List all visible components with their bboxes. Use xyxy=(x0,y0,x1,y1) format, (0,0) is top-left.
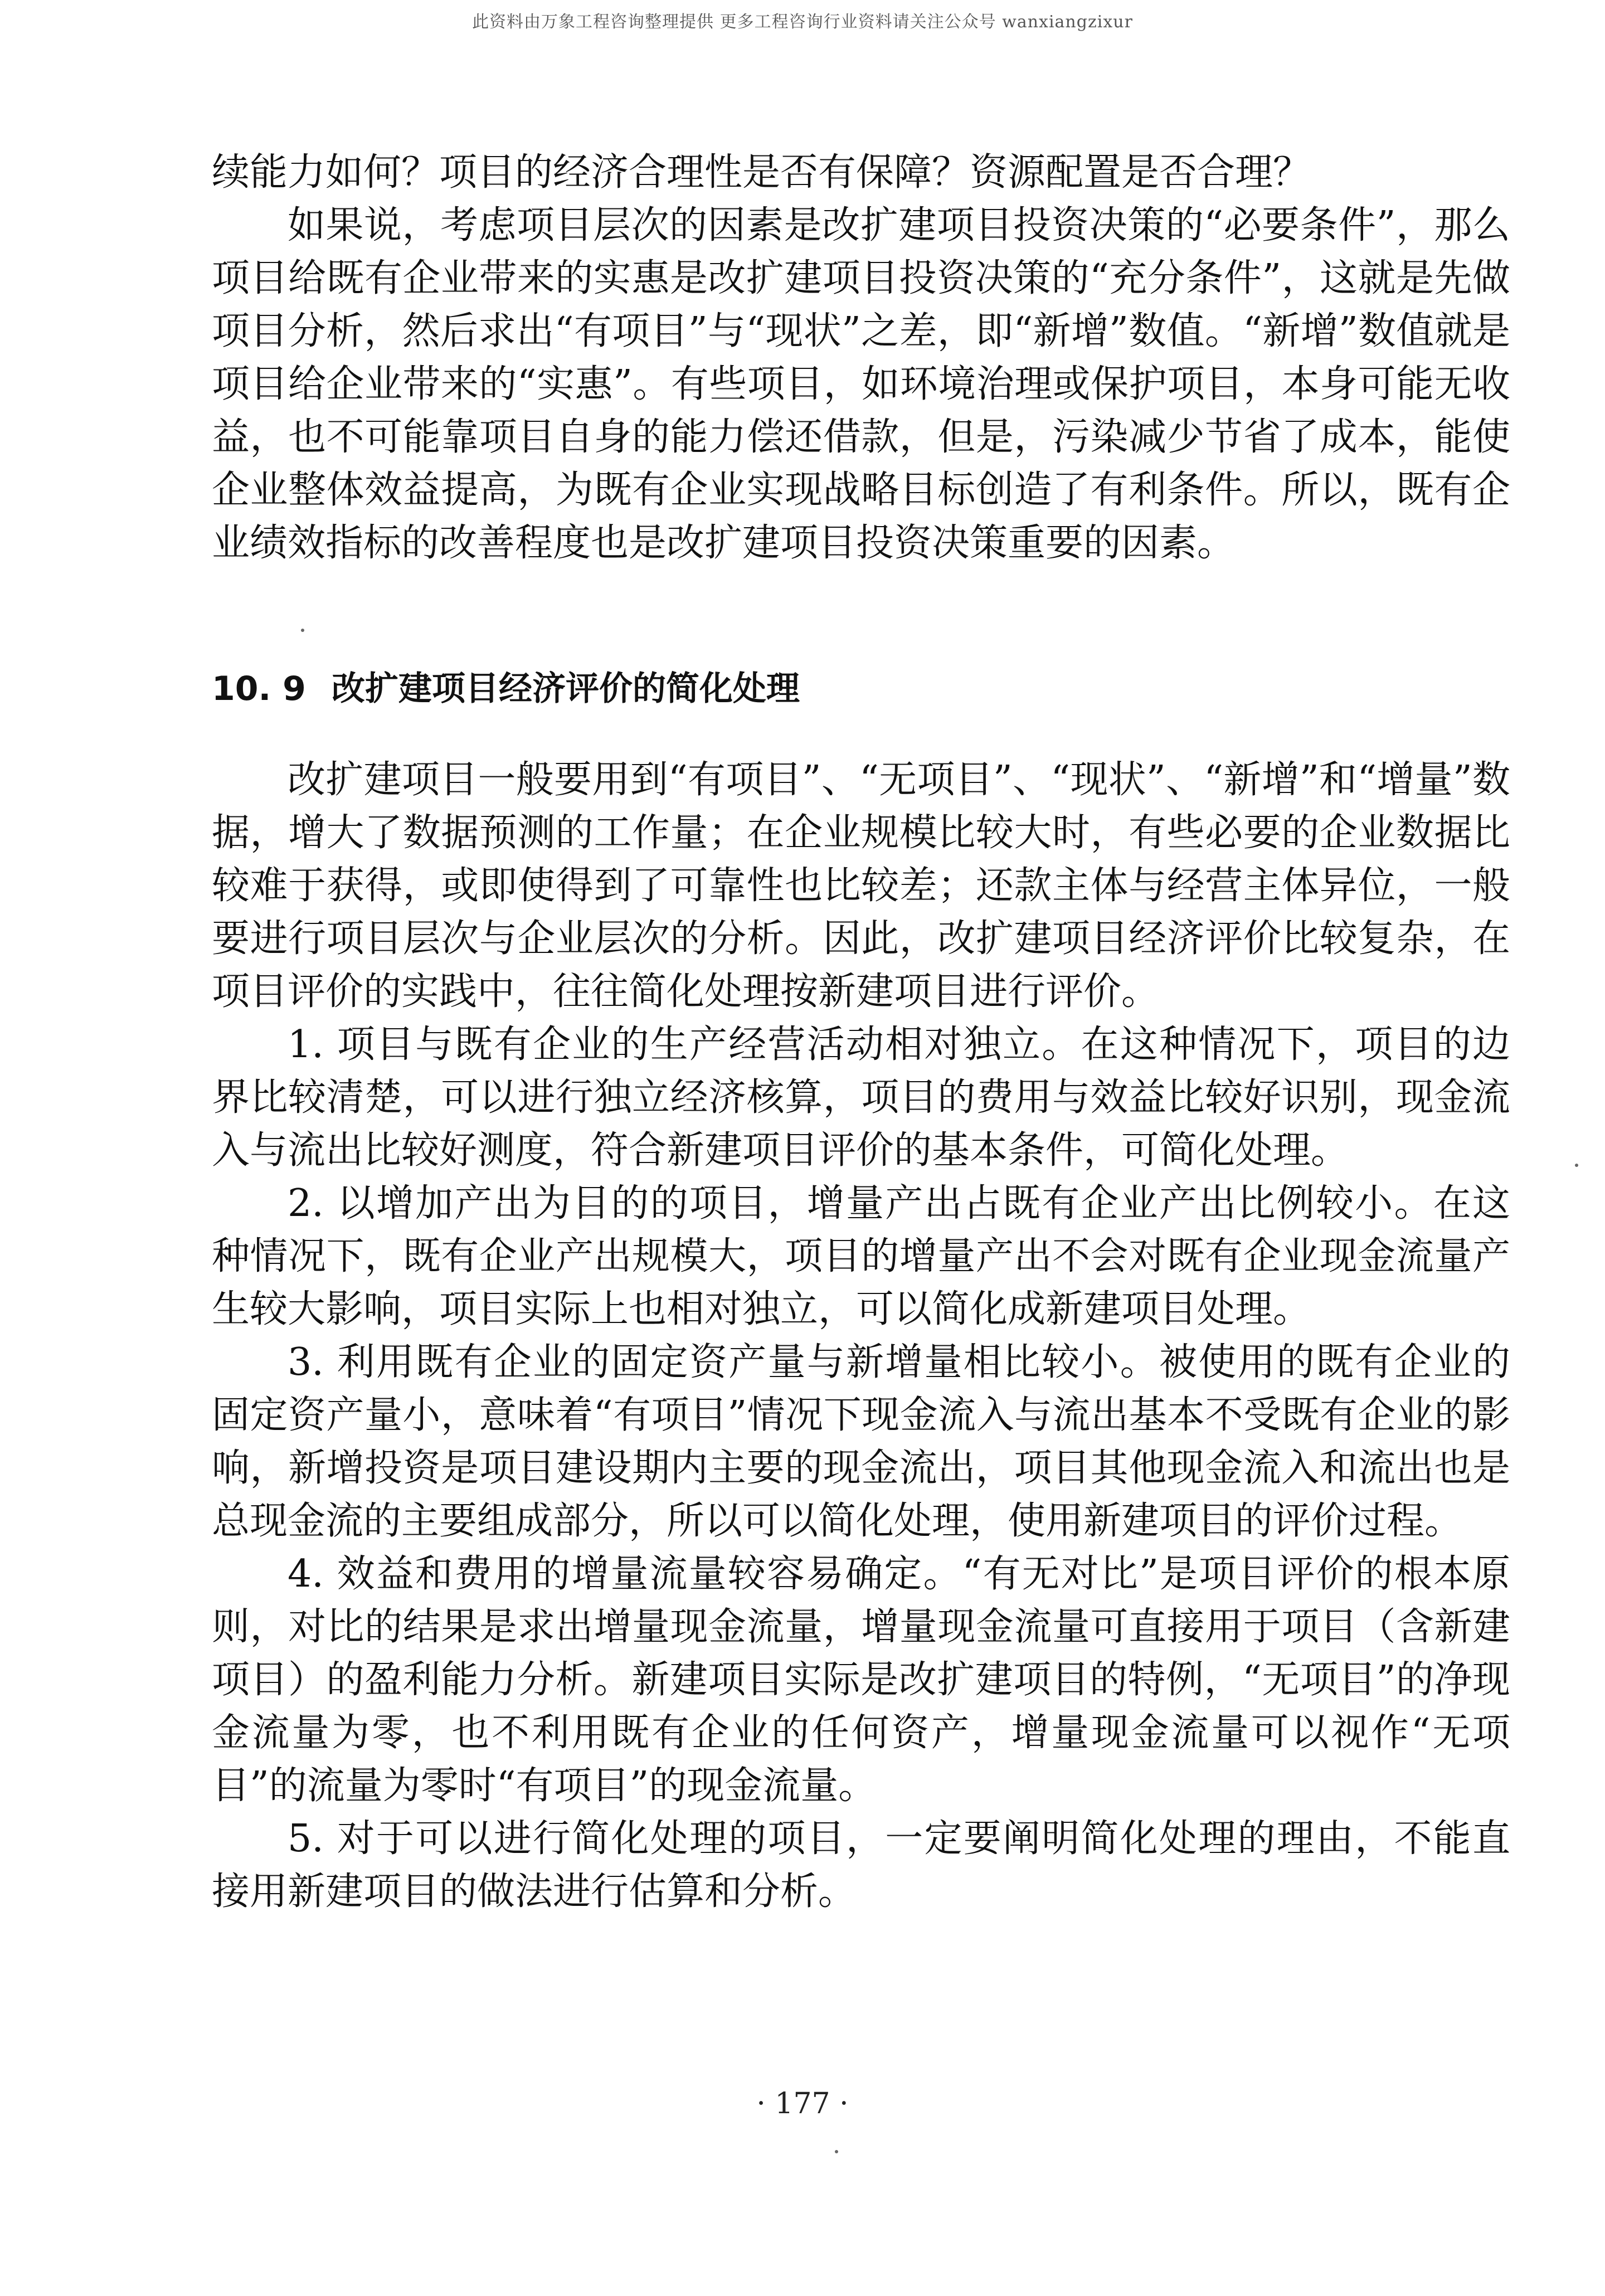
body-top xyxy=(212,146,1510,570)
continuation-text: 续能力如何？项目的经济合理性是否有保障？资源配置是否合理？ xyxy=(212,150,1311,194)
list-item-2: 2. 以增加产出为目的的项目，增量产出占既有企业产出比例较小。在这种情况下，既有企业产出规模大，项目的增量产出不会对既有企业现金流量产生较大影响，项目实际上也相对独立，可以简化成新建项目处理。 xyxy=(212,1181,1510,1331)
scan-speck xyxy=(301,629,304,632)
list-item-1: 1. 项目与既有企业的生产经营活动相对独立。在这种情况下，项目的边界比较清楚，可以进行独立经济核算，项目的费用与效益比较好识别，现金流入与流出比较好测度，符合新建项目评价的基本条件，可简化处理。 xyxy=(212,1023,1510,1173)
scan-speck xyxy=(835,2150,838,2153)
list-item-3: 3. 利用既有企业的固定资产量与新增量相比较小。被使用的既有企业的固定资产量小，意味着“有项目”情况下现金流入与流出基本不受既有企业的影响，新增投资是项目建设期内主要的现金流出，项目其他现金流入和流出也是总现金流的主要组成部分，所以可以简化处理，使用新建项目的评价过程。 xyxy=(212,1340,1510,1543)
section-number: 10. 9 xyxy=(212,669,306,708)
list-item-5: 5. 对于可以进行简化处理的项目，一定要阐明简化处理的理由，不能直接用新建项目的做法进行估算和分析。 xyxy=(212,1817,1510,1914)
paragraph-1: 如果说，考虑项目层次的因素是改扩建项目投资决策的“必要条件”，那么项目给既有企业带来的实惠是改扩建项目投资决策的“充分条件”，这就是先做项目分析，然后求出“有项目”与“现状”之差，即“新增”数值。“新增”数值就是项目给企业带来的“实惠”。有些项目，如环境治理或保护项目，本身可能无收益，也不可能靠项目自身的能力偿还借款，但是，污染减少节省了成本，能使企业整体效益提高，为既有企业实现战略目标创造了有利条件。所以，既有企业绩效指标的改善程度也是改扩建项目投资决策重要的因素。 xyxy=(212,203,1510,565)
list-item-4: 4. 效益和费用的增量流量较容易确定。“有无对比”是项目评价的根本原则，对比的结果是求出增量现金流量，增量现金流量可直接用于项目（含新建项目）的盈利能力分析。新建项目实际是改扩建项目的特例，“无项目”的净现金流量为零，也不利用既有企业的任何资产，增量现金流量可以视作“无项目”的流量为零时“有项目”的现金流量。 xyxy=(212,1552,1510,1808)
body-bottom xyxy=(212,753,1510,1918)
section-intro: 改扩建项目一般要用到“有项目”、“无项目”、“现状”、“新增”和“增量”数据，增大了数据预测的工作量；在企业规模比较大时，有些必要的企业数据比较难于获得，或即使得到了可靠性也比较差；还款主体与经营主体异位，一般要进行项目层次与企业层次的分析。因此，改扩建项目经济评价比较复杂，在项目评价的实践中，往往简化处理按新建项目进行评价。 xyxy=(212,758,1510,1014)
scan-speck xyxy=(1575,1164,1578,1167)
section-title: 改扩建项目经济评价的简化处理 xyxy=(332,669,800,708)
section-heading xyxy=(212,667,800,711)
header-watermark: 此资料由万象工程咨询整理提供 更多工程咨询行业资料请关注公众号 wanxiangzixur xyxy=(472,12,1133,32)
page-number: · 177 · xyxy=(756,2087,849,2120)
